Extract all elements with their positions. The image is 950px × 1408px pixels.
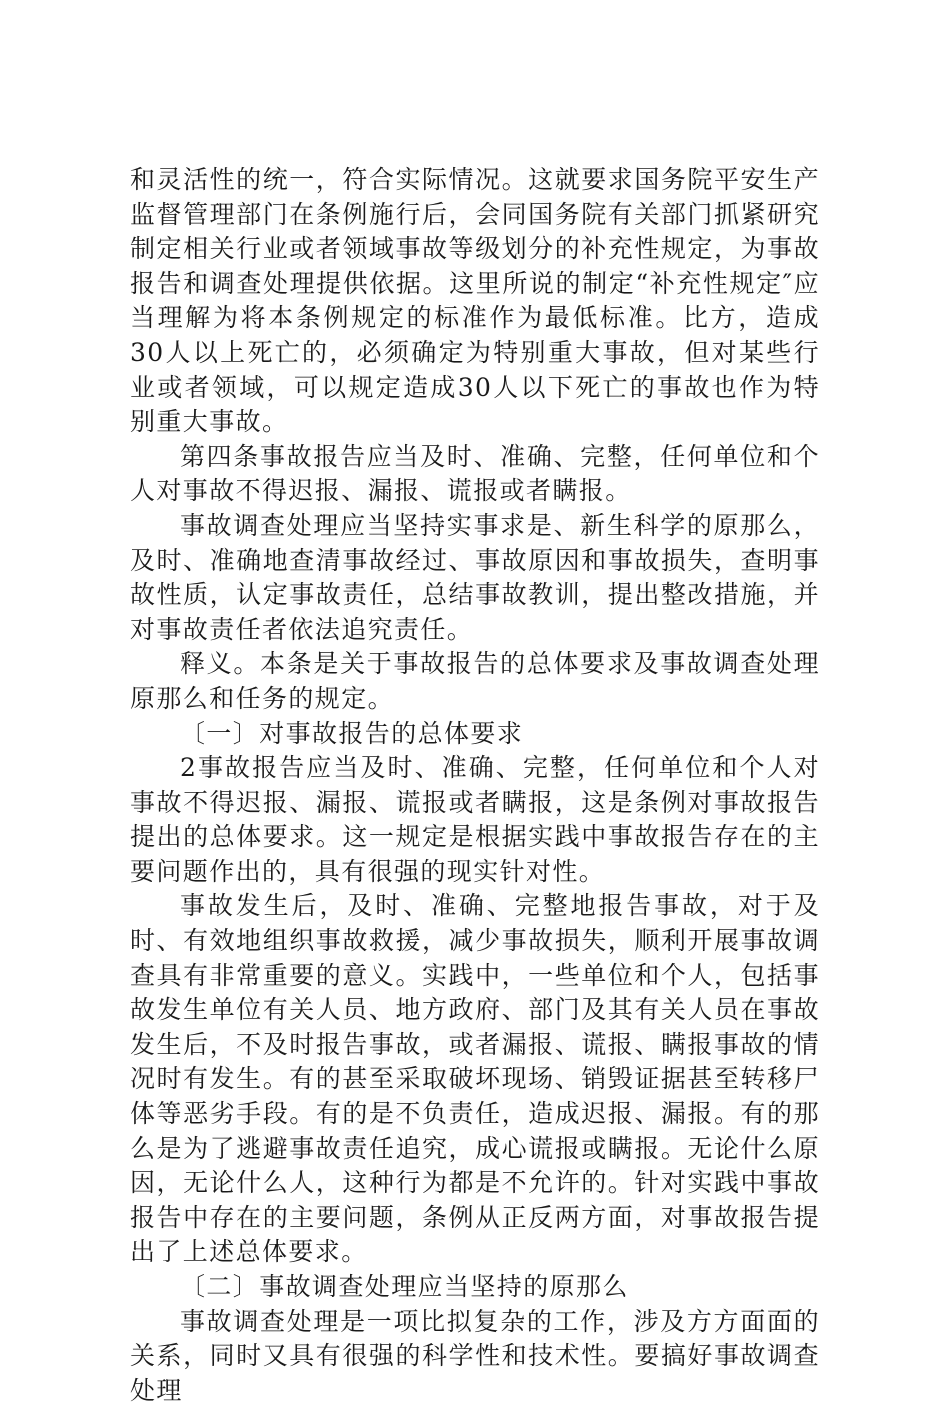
section-heading-one: 〔一〕对事故报告的总体要求 xyxy=(180,718,524,748)
paragraph-investigation-principle: 事故调查处理应当坚持实事求是、新生科学的原那么，及时、准确地查清事故经过、事故原因和事故损失，查明事故性质，认定事故责任，总结事故教训，提出整改措施，并对事故责任者依法追究责任。 xyxy=(130,510,820,644)
paragraph-interpretation: 释义。本条是关于事故报告的总体要求及事故调查处理原那么和任务的规定。 xyxy=(130,649,820,713)
paragraph-investigation-complexity: 事故调查处理是一项比拟复杂的工作，涉及方方面面的关系，同时又具有很强的科学性和技术性。要搞好事故调查处理 xyxy=(130,1306,820,1405)
section-heading-two: 〔二〕事故调查处理应当坚持的原那么 xyxy=(180,1272,629,1301)
paragraph-report-requirements: 2事故报告应当及时、准确、完整，任何单位和个人对事故不得迟报、漏报、谎报或者瞒报，这是条例对事故报告提出的总体要求。这一规定是根据实践中事故报告存在的主要问题作出的，具有很强的现实针对性。 xyxy=(130,753,820,886)
paragraph-article-four: 第四条事故报告应当及时、准确、完整，任何单位和个人对事故不得迟报、漏报、谎报或者瞒报。 xyxy=(130,441,820,506)
paragraph-report-practice: 事故发生后，及时、准确、完整地报告事故，对于及时、有效地组织事故救援，减少事故损失，顺利开展事故调查具有非常重要的意义。实践中，一些单位和个人，包括事故发生单位有关人员、地方政府、部门及其有关人员在事故发生后，不及时报告事故，或者漏报、谎报、瞒报事故的情况时有发生。有的甚至采取破坏现场、销毁证据甚至转移尸体等恶劣手段。有的是不负责任，造成迟报、漏报。有的那么是为了逃避事故责任追究，成心谎报或瞒报。无论什么原因，无论什么人，这种行为都是不允许的。针对实践中事故报告中存在的主要问题，条例从正反两方面，对事故报告提出了上述总体要求。 xyxy=(130,891,820,1267)
document-body xyxy=(130,163,820,1408)
paragraph-continuation: 和灵活性的统一，符合实际情况。这就要求国务院平安生产监督管理部门在条例施行后，会同国务院有关部门抓紧研究制定相关行业或者领域事故等级划分的补充性规定，为事故报告和调查处理提供依据。这里所说的制定“补充性规定″应当理解为将本条例规定的标准作为最低标准。比方，造成30人以上死亡的，必须确定为特别重大事故，但对某些行业或者领域，可以规定造成30人以下死亡的事故也作为特别重大事故。 xyxy=(130,165,820,437)
